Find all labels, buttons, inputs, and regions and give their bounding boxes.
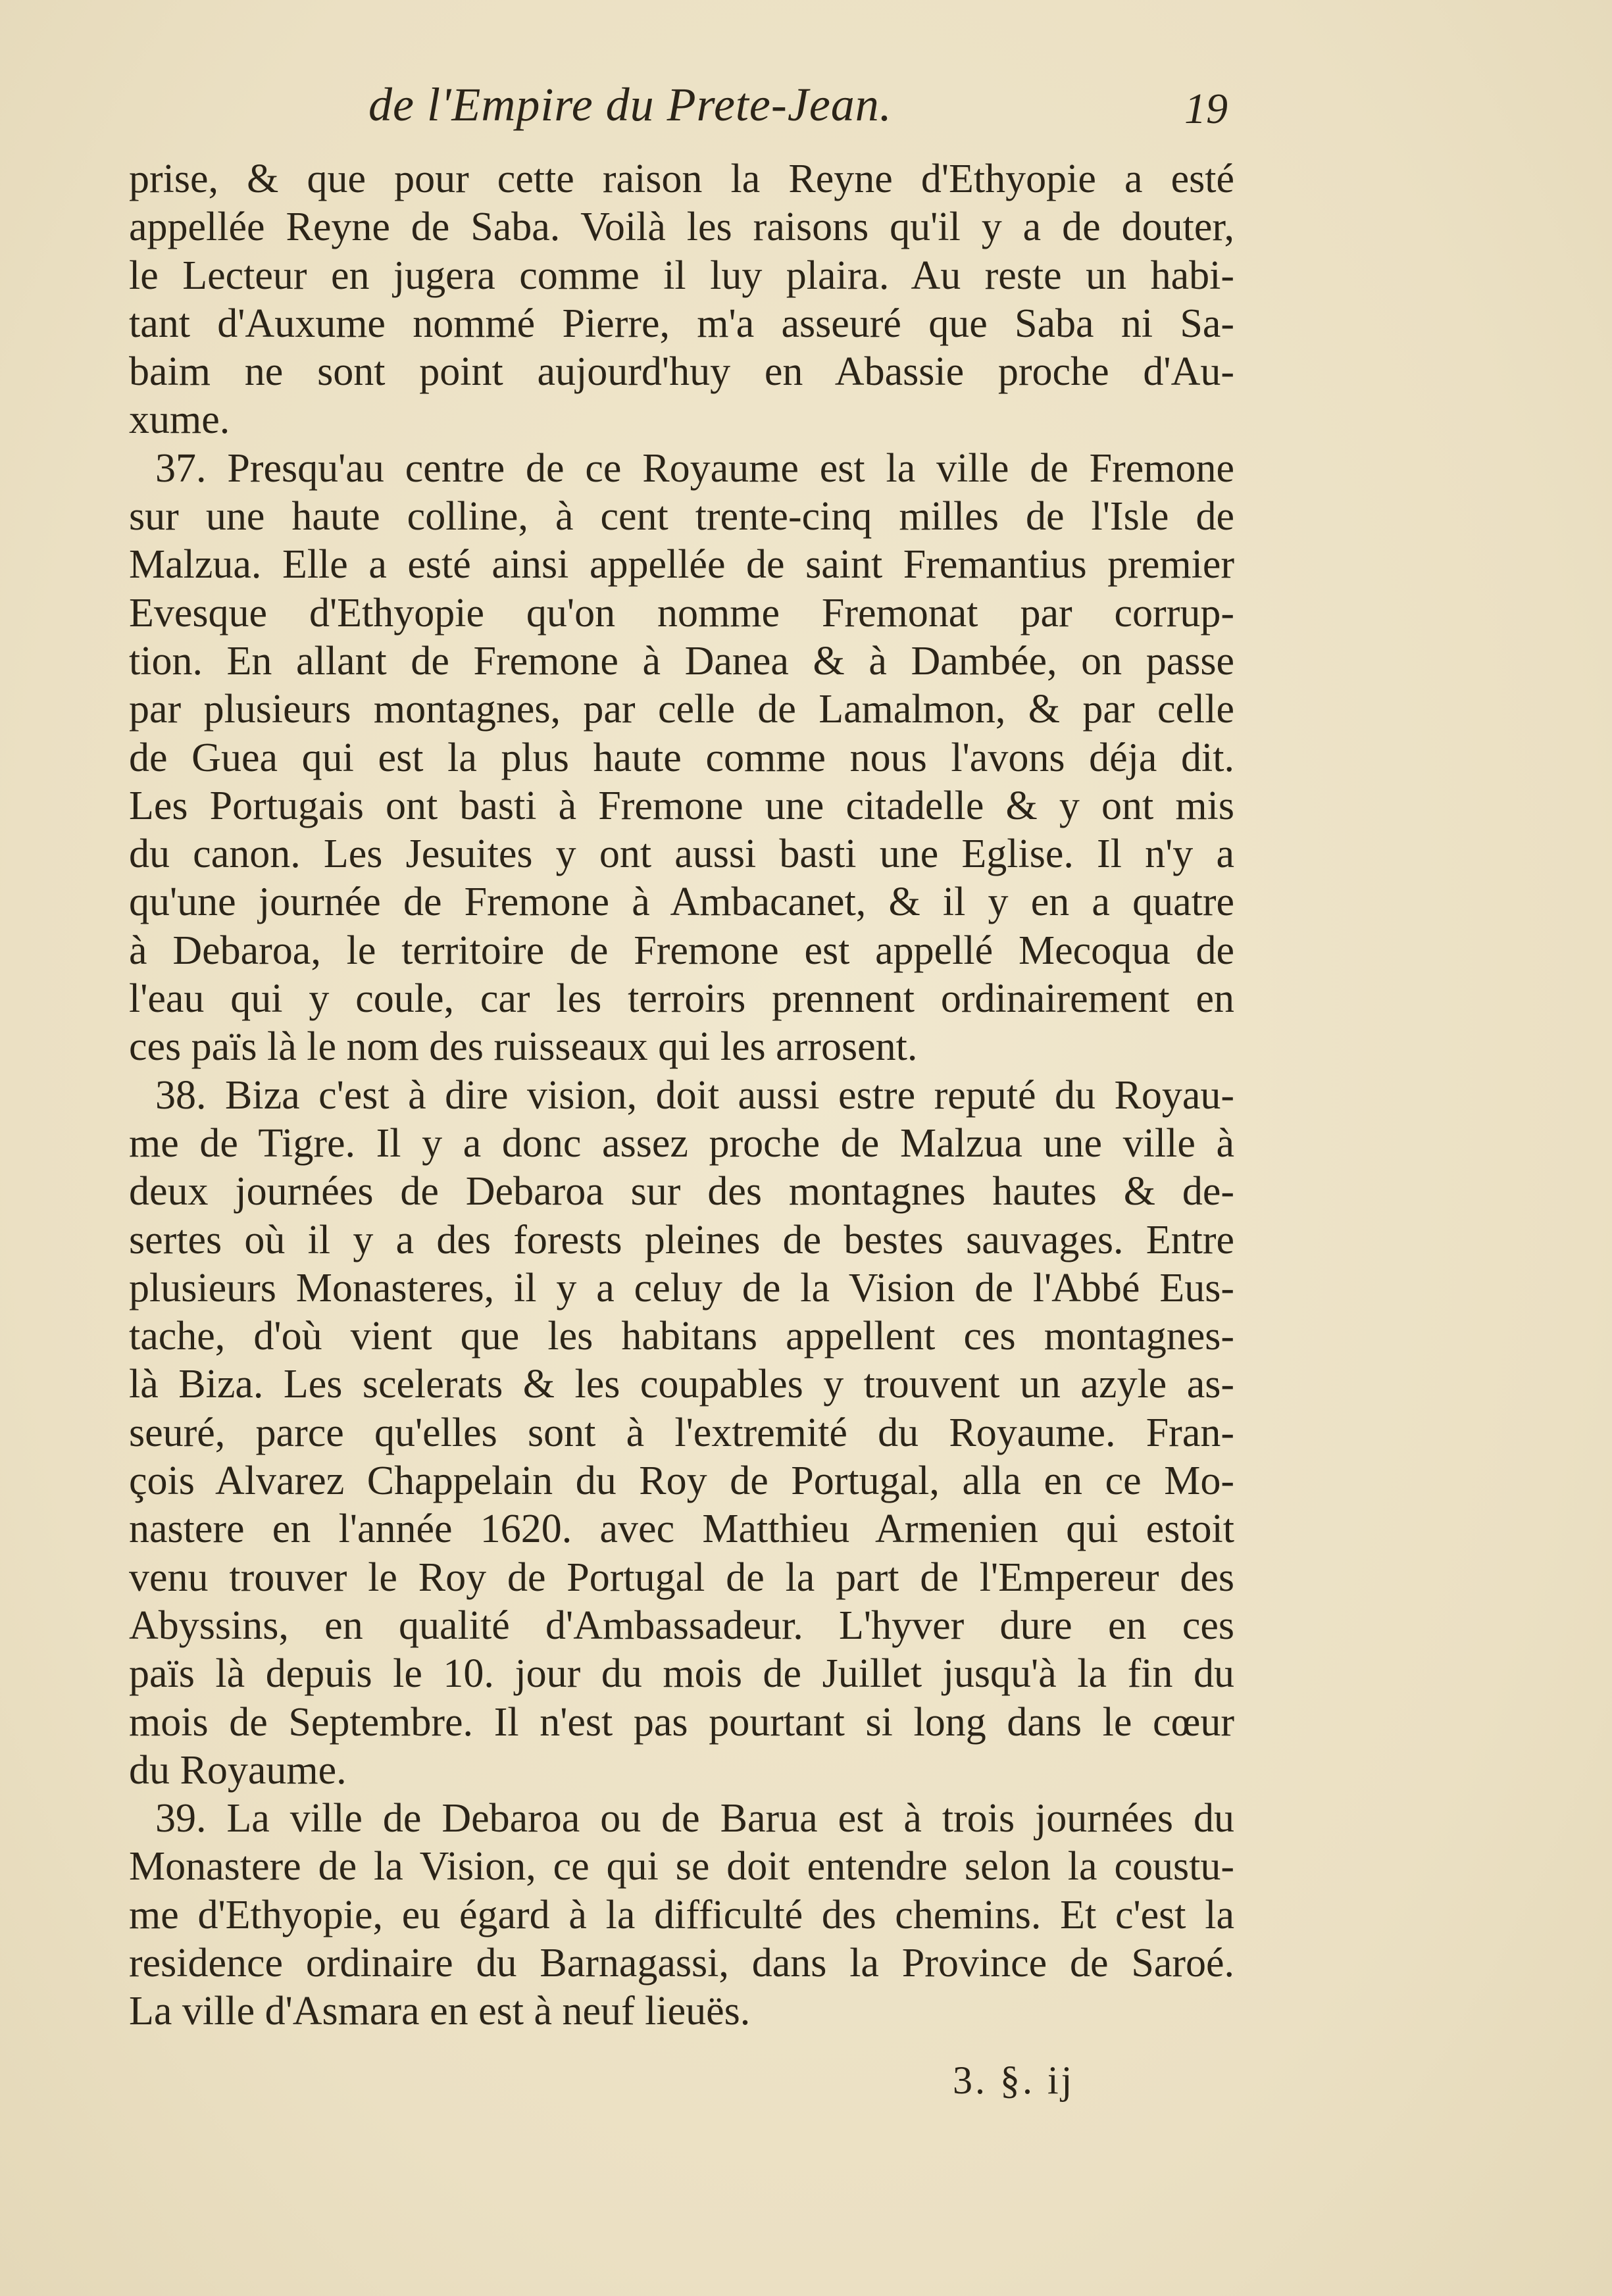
text-line: tant d'Auxume nommé Pierre, m'a asseuré que Saba ni Sa- — [129, 301, 1234, 346]
text-body — [129, 155, 1234, 2036]
text-line: residence ordinaire du Barnagassi, dans la Province de Saroé. — [129, 1940, 1234, 1985]
running-title: de l'Empire du Prete-Jean. — [368, 78, 892, 131]
text-line: qu'une journée de Fremone à Ambacanet, & il y en a quatre — [129, 880, 1234, 925]
text-line: appellée Reyne de Saba. Voilà les raisons qu'il y a de douter, — [129, 205, 1234, 250]
paragraph-37-start: 37. Presqu'au centre de ce Royaume est la ville de Fremone — [155, 445, 1234, 491]
text-line: du Royaume. — [129, 1747, 347, 1793]
text-line: païs là depuis le 10. jour du mois de Juillet jusqu'à la fin du — [129, 1651, 1234, 1697]
paragraph-39-start: 39. La ville de Debaroa ou de Barua est à trois journées du — [155, 1796, 1234, 1841]
text-line: Les Portugais ont basti à Fremone une citadelle & y ont mis — [129, 783, 1234, 828]
text-line: tion. En allant de Fremone à Danea & à Dambée, on passe — [129, 638, 1234, 684]
text-line: ces païs là le nom des ruisseaux qui les arrosent. — [129, 1024, 918, 1070]
text-line: Evesque d'Ethyopie qu'on nomme Fremonat par corrup- — [129, 590, 1234, 636]
text-line: tache, d'où vient que les habitans appellent ces montagnes- — [129, 1314, 1234, 1359]
page-number: 19 — [1184, 85, 1228, 133]
text-line: Abyssins, en qualité d'Ambassadeur. L'hyver dure en ces — [129, 1603, 1234, 1648]
text-line: xume. — [129, 397, 230, 443]
text-line: nastere en l'année 1620. avec Matthieu Armenien qui estoit — [129, 1507, 1234, 1552]
text-line: prise, & que pour cette raison la Reyne d'Ethyopie a esté — [129, 157, 1234, 201]
text-line: de Guea qui est la plus haute comme nous l'avons déja dit. — [129, 735, 1234, 780]
text-line: deux journées de Debaroa sur des montagnes hautes & de- — [129, 1169, 1234, 1214]
text-line: par plusieurs montagnes, par celle de Lamalmon, & par celle — [129, 687, 1234, 732]
text-line: me de Tigre. Il y a donc assez proche de Malzua une ville à — [129, 1120, 1234, 1166]
text-line: La ville d'Asmara en est à neuf lieuës. — [129, 1989, 751, 2034]
text-line: çois Alvarez Chappelain du Roy de Portugal, alla en ce Mo- — [129, 1459, 1234, 1504]
paragraph-38-start: 38. Biza c'est à dire vision, doit aussi estre reputé du Royau- — [155, 1072, 1234, 1118]
text-line: le Lecteur en jugera comme il luy plaira. Au reste un habi- — [129, 253, 1234, 298]
text-line: seuré, parce qu'elles sont à l'extremité du Royaume. Fran- — [129, 1410, 1234, 1455]
text-line: du canon. Les Jesuites y ont aussi basti une Eglise. Il n'y a — [129, 832, 1234, 877]
signature-mark: 3. §. ij — [953, 2059, 1075, 2102]
text-line: plusieurs Monasteres, il y a celuy de la Vision de l'Abbé Eus- — [129, 1265, 1234, 1310]
text-line: me d'Ethyopie, eu égard à la difficulté des chemins. Et c'est la — [129, 1892, 1234, 1937]
text-line: sur une haute colline, à cent trente-cinq milles de l'Isle de — [129, 494, 1234, 539]
text-line: Monastere de la Vision, ce qui se doit entendre selon la coustu- — [129, 1844, 1234, 1889]
text-line: à Debaroa, le territoire de Fremone est appellé Mecoqua de — [129, 928, 1234, 973]
text-line: l'eau qui y coule, car les terroirs prennent ordinairement en — [129, 976, 1234, 1022]
text-line: baim ne sont point aujourd'huy en Abassie proche d'Au- — [129, 349, 1234, 395]
text-line: venu trouver le Roy de Portugal de la part de l'Empereur des — [129, 1555, 1234, 1600]
text-line: mois de Septembre. Il n'est pas pourtant si long dans le cœur — [129, 1699, 1234, 1745]
text-line: là Biza. Les scelerats & les coupables y trouvent un azyle as- — [129, 1362, 1234, 1407]
text-line: Malzua. Elle a esté ainsi appellée de saint Fremantius premier — [129, 542, 1234, 587]
text-line: sertes où il y a des forests pleines de bestes sauvages. Entre — [129, 1217, 1234, 1262]
